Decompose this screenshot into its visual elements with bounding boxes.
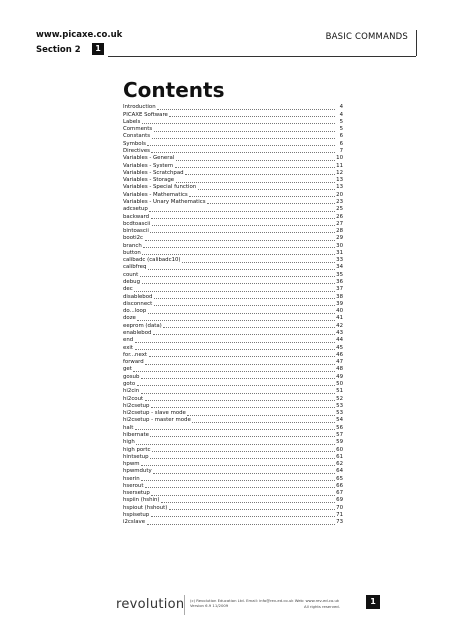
toc-entry[interactable]: [123, 366, 343, 373]
toc-entry-label: hi2csetup - master mode: [123, 417, 191, 424]
toc-entry[interactable]: [123, 228, 343, 235]
toc-entry-label: button: [123, 249, 141, 256]
toc-entry-page: 40: [336, 308, 343, 315]
toc-entry-page: 23: [336, 198, 343, 205]
toc-leader-dots: [176, 160, 335, 161]
toc-entry[interactable]: [123, 497, 343, 504]
toc-leader-dots: [157, 109, 334, 110]
toc-entry-label: debug: [123, 279, 140, 286]
toc-leader-dots: [152, 225, 335, 226]
toc-entry[interactable]: [123, 439, 343, 446]
toc-entry-page: 52: [336, 395, 343, 402]
table-of-contents: [123, 104, 343, 526]
toc-entry-page: 6: [339, 140, 343, 147]
toc-entry-label: adcsetup: [123, 206, 148, 213]
toc-leader-dots: [147, 524, 335, 525]
toc-entry-label: Introduction: [123, 104, 156, 111]
toc-entry[interactable]: [123, 279, 343, 286]
toc-entry-page: 34: [336, 264, 343, 271]
toc-leader-dots: [151, 152, 334, 153]
toc-entry-label: Variables - Special function: [123, 184, 197, 191]
toc-entry[interactable]: [123, 242, 343, 249]
toc-entry-label: for...next: [123, 351, 147, 358]
toc-entry-page: 38: [336, 293, 343, 300]
toc-entry-page: 46: [336, 351, 343, 358]
toc-leader-dots: [142, 254, 334, 255]
toc-entry[interactable]: [123, 177, 343, 184]
toc-entry-page: 29: [336, 235, 343, 242]
toc-entry[interactable]: [123, 293, 343, 300]
toc-entry[interactable]: [123, 344, 343, 351]
toc-entry[interactable]: [123, 133, 343, 140]
toc-entry-label: hpwmduty: [123, 468, 152, 475]
toc-entry[interactable]: [123, 373, 343, 380]
toc-leader-dots: [189, 196, 334, 197]
toc-entry[interactable]: [123, 286, 343, 293]
toc-entry-page: 7: [339, 147, 343, 154]
toc-entry-label: doze: [123, 315, 136, 322]
toc-entry[interactable]: [123, 126, 343, 133]
toc-entry-label: gosub: [123, 373, 140, 380]
toc-entry-page: 33: [336, 257, 343, 264]
toc-leader-dots: [153, 334, 335, 335]
toc-leader-dots: [175, 167, 335, 168]
toc-entry-label: halt: [123, 424, 134, 431]
toc-entry-page: 10: [336, 155, 343, 162]
toc-entry-label: hspisetup: [123, 512, 150, 519]
toc-entry[interactable]: [123, 410, 343, 417]
toc-entry[interactable]: [123, 403, 343, 410]
toc-entry-page: 59: [336, 439, 343, 446]
toc-entry-page: 36: [336, 279, 343, 286]
toc-entry[interactable]: [123, 271, 343, 278]
toc-leader-dots: [169, 116, 334, 117]
toc-leader-dots: [135, 349, 335, 350]
toc-entry-label: backward: [123, 213, 150, 220]
toc-leader-dots: [151, 218, 335, 219]
toc-entry-page: 31: [336, 249, 343, 256]
toc-entry-label: Directives: [123, 147, 150, 154]
toc-entry-page: 44: [336, 337, 343, 344]
toc-leader-dots: [154, 305, 335, 306]
toc-entry-label: Symbols: [123, 140, 146, 147]
toc-entry[interactable]: [123, 504, 343, 511]
toc-entry-label: dec: [123, 286, 133, 293]
toc-entry-page: 65: [336, 475, 343, 482]
section-number-badge: 1: [92, 43, 104, 55]
toc-entry-label: Variables - System: [123, 162, 174, 169]
toc-entry[interactable]: [123, 184, 343, 191]
toc-leader-dots: [145, 364, 334, 365]
toc-entry-label: count: [123, 271, 139, 278]
toc-leader-dots: [185, 174, 334, 175]
toc-entry[interactable]: [123, 104, 343, 111]
toc-entry-label: disconnect: [123, 300, 153, 307]
toc-leader-dots: [141, 378, 335, 379]
toc-entry-label: end: [123, 337, 134, 344]
toc-entry-page: 5: [339, 118, 343, 125]
header-vertical-rule: [416, 30, 417, 56]
toc-entry[interactable]: [123, 454, 343, 461]
toc-entry-page: 60: [336, 446, 343, 453]
toc-leader-dots: [151, 407, 335, 408]
toc-entry-page: 37: [336, 286, 343, 293]
toc-leader-dots: [150, 232, 334, 233]
header-rule: [108, 56, 416, 57]
toc-leader-dots: [142, 123, 335, 124]
toc-entry-page: 35: [336, 271, 343, 278]
toc-leader-dots: [145, 400, 335, 401]
footer-divider: [184, 595, 185, 615]
toc-entry[interactable]: [123, 475, 343, 482]
toc-leader-dots: [182, 262, 334, 263]
toc-entry-label: Variables - General: [123, 155, 175, 162]
toc-entry[interactable]: [123, 359, 343, 366]
toc-entry-page: 6: [339, 133, 343, 140]
toc-entry-label: Labels: [123, 118, 141, 125]
toc-leader-dots: [141, 480, 334, 481]
toc-entry[interactable]: [123, 213, 343, 220]
toc-entry[interactable]: [123, 468, 343, 475]
toc-entry-label: hspiin (hshin): [123, 497, 160, 504]
toc-entry-page: 64: [336, 468, 343, 475]
toc-leader-dots: [141, 393, 335, 394]
toc-entry-page: 5: [339, 126, 343, 133]
toc-entry-label: Variables - Storage: [123, 177, 175, 184]
toc-entry-page: 13: [336, 184, 343, 191]
toc-entry-page: 50: [336, 380, 343, 387]
toc-entry-label: high portc: [123, 446, 151, 453]
toc-leader-dots: [145, 487, 335, 488]
toc-entry[interactable]: [123, 512, 343, 519]
toc-leader-dots: [198, 189, 335, 190]
toc-entry-page: 12: [336, 169, 343, 176]
toc-entry-label: Comments: [123, 126, 153, 133]
toc-leader-dots: [151, 495, 334, 496]
toc-entry-label: bintoascii: [123, 228, 149, 235]
toc-leader-dots: [207, 203, 334, 204]
toc-entry-page: 13: [336, 177, 343, 184]
toc-entry[interactable]: [123, 155, 343, 162]
toc-entry[interactable]: [123, 432, 343, 439]
toc-entry-page: 69: [336, 497, 343, 504]
toc-entry-label: calibfreq: [123, 264, 147, 271]
toc-entry-label: Variables - Mathematics: [123, 191, 188, 198]
toc-entry-page: 25: [336, 206, 343, 213]
toc-entry[interactable]: [123, 322, 343, 329]
toc-entry[interactable]: [123, 235, 343, 242]
toc-entry-label: disablebod: [123, 293, 153, 300]
toc-entry-label: hsersetup: [123, 490, 150, 497]
toc-leader-dots: [145, 240, 335, 241]
toc-entry-label: bcdtoascii: [123, 220, 151, 227]
footer-version: Version 6.9 11/2009: [190, 603, 229, 609]
toc-leader-dots: [187, 415, 334, 416]
toc-entry[interactable]: [123, 191, 343, 198]
toc-entry-label: forward: [123, 359, 144, 366]
toc-entry[interactable]: [123, 162, 343, 169]
toc-entry-page: 43: [336, 330, 343, 336]
toc-entry[interactable]: [123, 352, 343, 359]
toc-leader-dots: [141, 465, 335, 466]
toc-entry-page: 53: [336, 410, 343, 417]
page-title: Contents: [123, 78, 225, 102]
toc-entry[interactable]: [123, 337, 343, 344]
toc-entry[interactable]: [123, 250, 343, 257]
toc-leader-dots: [153, 473, 334, 474]
toc-leader-dots: [163, 327, 334, 328]
toc-entry[interactable]: [123, 519, 343, 526]
toc-entry-label: branch: [123, 242, 142, 249]
toc-leader-dots: [136, 444, 334, 445]
toc-leader-dots: [169, 509, 335, 510]
toc-leader-dots: [149, 211, 334, 212]
toc-entry[interactable]: [123, 388, 343, 395]
toc-leader-dots: [140, 276, 335, 277]
toc-leader-dots: [149, 356, 335, 357]
toc-entry-label: hi2cin: [123, 388, 140, 395]
toc-leader-dots: [176, 182, 335, 183]
toc-entry-label: calibadc (calibadc10): [123, 257, 181, 264]
toc-entry-label: booti2c: [123, 235, 144, 242]
toc-entry[interactable]: [123, 140, 343, 147]
toc-entry[interactable]: [123, 461, 343, 468]
toc-entry-label: hi2csetup - slave mode: [123, 410, 186, 417]
toc-entry-page: 53: [336, 402, 343, 409]
toc-entry-label: Variables - Scratchpad: [123, 169, 184, 176]
toc-entry-page: 73: [336, 519, 343, 526]
toc-entry-page: 39: [336, 300, 343, 307]
footer-rights: All rights reserved.: [304, 604, 340, 609]
toc-entry-page: 70: [336, 504, 343, 511]
toc-entry-page: 41: [336, 315, 343, 322]
toc-entry-label: goto: [123, 380, 136, 387]
toc-entry-label: hi2csetup: [123, 402, 150, 409]
toc-entry-page: 4: [339, 111, 343, 118]
toc-entry[interactable]: [123, 490, 343, 497]
toc-entry-label: hpwm: [123, 461, 140, 468]
toc-entry-label: hi2cout: [123, 395, 144, 402]
toc-entry-page: 51: [336, 388, 343, 395]
toc-entry-label: i2cslave: [123, 519, 146, 526]
toc-leader-dots: [154, 131, 335, 132]
toc-entry[interactable]: [123, 257, 343, 264]
toc-entry[interactable]: [123, 315, 343, 322]
toc-entry-page: 4: [339, 104, 343, 111]
footer-logo: revolution: [116, 597, 185, 612]
toc-entry[interactable]: [123, 111, 343, 118]
toc-entry-label: Variables - Unary Mathematics: [123, 198, 206, 205]
toc-entry-label: do...loop: [123, 308, 147, 315]
toc-leader-dots: [135, 342, 335, 343]
toc-entry[interactable]: [123, 170, 343, 177]
toc-leader-dots: [143, 247, 334, 248]
toc-leader-dots: [133, 371, 334, 372]
toc-entry[interactable]: [123, 148, 343, 155]
toc-leader-dots: [152, 451, 335, 452]
toc-entry-page: 57: [336, 431, 343, 438]
toc-leader-dots: [192, 422, 334, 423]
header-url: www.picaxe.co.uk: [36, 30, 123, 40]
toc-entry[interactable]: [123, 483, 343, 490]
toc-entry-page: 71: [336, 512, 343, 519]
toc-entry-label: get: [123, 366, 132, 373]
toc-entry[interactable]: [123, 424, 343, 431]
toc-leader-dots: [152, 138, 335, 139]
toc-entry-page: 28: [336, 228, 343, 235]
toc-leader-dots: [137, 385, 335, 386]
toc-entry-page: 20: [336, 191, 343, 198]
toc-entry-page: 67: [336, 490, 343, 497]
toc-entry-page: 11: [336, 162, 343, 169]
toc-leader-dots: [151, 516, 335, 517]
toc-entry-label: PICAXE Software: [123, 111, 168, 118]
toc-leader-dots: [142, 283, 335, 284]
toc-entry-label: hserout: [123, 482, 144, 489]
toc-entry-page: 66: [336, 482, 343, 489]
toc-entry-page: 30: [336, 242, 343, 249]
toc-entry-page: 56: [336, 424, 343, 431]
toc-entry-page: 45: [336, 344, 343, 351]
toc-leader-dots: [134, 291, 334, 292]
toc-entry-label: hintsetup: [123, 453, 149, 460]
toc-leader-dots: [161, 502, 334, 503]
toc-entry[interactable]: [123, 446, 343, 453]
toc-entry-page: 49: [336, 373, 343, 380]
toc-entry-label: exit: [123, 344, 134, 351]
toc-entry-page: 26: [336, 213, 343, 220]
toc-entry-page: 48: [336, 366, 343, 373]
toc-leader-dots: [150, 458, 334, 459]
toc-entry-label: eeprom (data): [123, 322, 162, 329]
toc-entry[interactable]: [123, 119, 343, 126]
toc-entry-page: 61: [336, 453, 343, 460]
toc-leader-dots: [148, 269, 335, 270]
toc-entry[interactable]: [123, 330, 343, 337]
toc-entry-label: hspiout (hshout): [123, 504, 168, 511]
toc-entry[interactable]: [123, 308, 343, 315]
toc-entry[interactable]: [123, 381, 343, 388]
toc-entry-page: 27: [336, 220, 343, 227]
toc-entry-page: 47: [336, 359, 343, 366]
toc-entry[interactable]: [123, 199, 343, 206]
toc-leader-dots: [137, 320, 334, 321]
toc-entry-label: hibernate: [123, 431, 149, 438]
toc-entry-page: 54: [336, 417, 343, 424]
toc-entry[interactable]: [123, 206, 343, 213]
toc-entry-label: Constants: [123, 133, 151, 140]
toc-leader-dots: [148, 313, 335, 314]
toc-leader-dots: [135, 429, 335, 430]
toc-entry[interactable]: [123, 395, 343, 402]
toc-leader-dots: [147, 145, 334, 146]
toc-entry-label: enablebod: [123, 330, 152, 336]
toc-leader-dots: [150, 436, 334, 437]
toc-entry[interactable]: [123, 264, 343, 271]
toc-entry-label: hserin: [123, 475, 140, 482]
toc-leader-dots: [154, 298, 335, 299]
toc-entry-label: high: [123, 439, 135, 446]
page-number-badge: 1: [366, 595, 380, 609]
toc-entry-page: 42: [336, 322, 343, 329]
toc-entry-page: 62: [336, 461, 343, 468]
toc-entry[interactable]: [123, 221, 343, 228]
header-title: BASIC COMMANDS: [325, 32, 408, 42]
section-label: Section 2: [36, 45, 81, 55]
toc-entry[interactable]: [123, 301, 343, 308]
toc-entry[interactable]: [123, 417, 343, 424]
footer-contact: (c) Revolution Education Ltd. Email: info@rev-ed.co.uk Web: www.rev-ed.co.uk: [190, 598, 340, 603]
